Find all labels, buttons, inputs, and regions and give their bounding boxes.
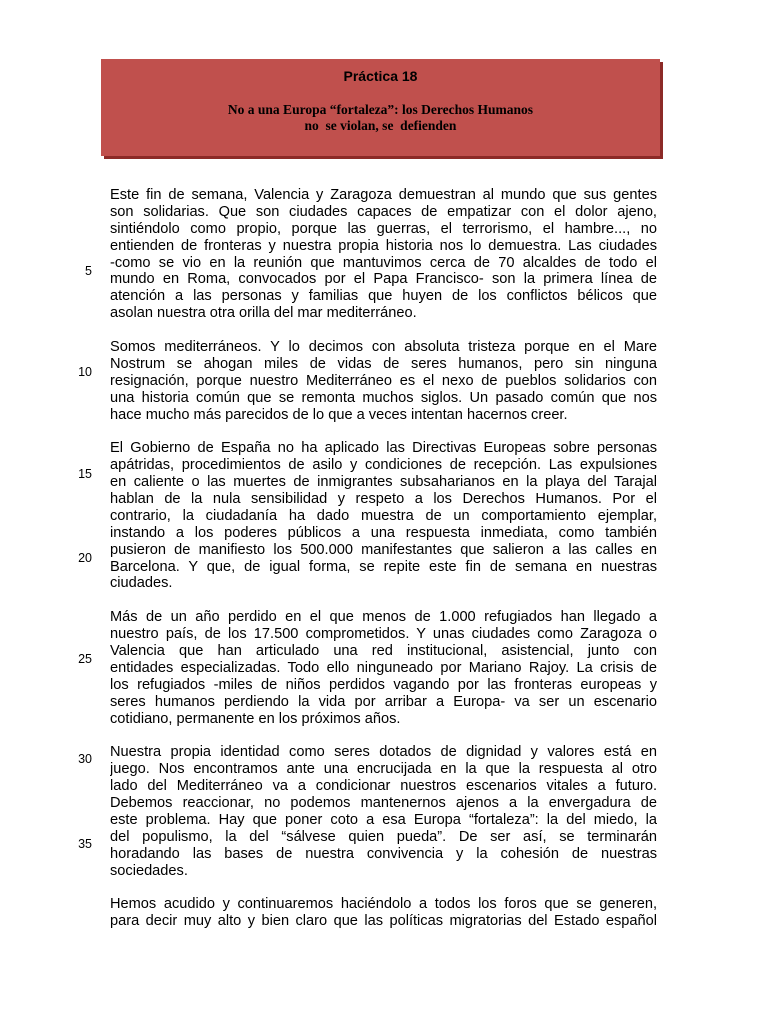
text-line: entidades especializadas. Todo ello ninguneado por Mariano Rajoy. La crisis de (110, 659, 657, 676)
text-line: El Gobierno de España no ha aplicado las Directivas Europeas sobre personas (110, 440, 657, 457)
article-body (110, 187, 657, 947)
text-line: juego. Nos encontramos ante una encrucijada en la que la respuesta al otro (110, 761, 657, 778)
text-line: cotidiano, permanente en los próximos años. (110, 710, 401, 727)
paragraph (110, 744, 657, 879)
line-number: 5 (85, 264, 92, 278)
text-line: entienden de fronteras y nuestra propia historia nos lo demuestra. Las ciudades (110, 237, 657, 254)
paragraph (110, 187, 657, 322)
text-line: Este fin de semana, Valencia y Zaragoza demuestran al mundo que sus gentes (110, 187, 657, 203)
text-line: Barcelona. Y que, de igual forma, se repite este fin de semana en nuestras (110, 558, 657, 575)
text-line: Más de un año perdido en el que menos de 1.000 refugiados han llegado a (110, 609, 657, 626)
text-line: Somos mediterráneos. Y lo decimos con absoluta tristeza porque en el Mare (110, 339, 657, 356)
text-line: los refugiados -miles de niños perdidos vagando por las fronteras europeas y (110, 676, 657, 693)
article-headline (101, 102, 660, 134)
practice-title: Práctica 18 (343, 68, 418, 84)
text-line: -como se vio en la reunión que mantuvimos cerca de 70 alcaldes de todo el (110, 254, 657, 271)
title-banner (101, 59, 660, 156)
text-line: asolan nuestra otra orilla del mar mediterráneo. (110, 305, 417, 322)
text-line: instando a los poderes públicos a una respuesta inmediata, como también (110, 524, 657, 541)
text-line: para decir muy alto y bien claro que las políticas migratorias del Estado español (110, 913, 657, 930)
text-line: Valencia que han articulado una red institucional, asistencial, junto con (110, 643, 657, 660)
text-line: pusieron de manifiesto los 500.000 manifestantes que salieron a las calles en (110, 541, 657, 558)
text-line: atención a las personas y familias que huyen de los conflictos bélicos que (110, 288, 657, 305)
text-line: Nuestra propia identidad como seres dotados de dignidad y valores está en (110, 744, 657, 761)
text-line: del populismo, la del “sálvese quien pueda”. De ser así, se terminarán (110, 828, 657, 845)
text-line: hace mucho más parecidos de lo que a veces intentan hacernos creer. (110, 406, 568, 423)
line-number: 35 (78, 837, 92, 851)
line-number: 10 (78, 365, 92, 379)
text-line: mundo en Roma, convocados por el Papa Francisco- son la primera línea de (110, 271, 657, 288)
text-line: hablan de la nula sensibilidad y respeto a los Derechos Humanos. Por el (110, 491, 657, 508)
paragraph (110, 896, 657, 930)
text-line: son solidarias. Que son ciudades capaces de empatizar con el dolor ajeno, (110, 203, 657, 220)
text-line: contrario, la ciudadanía ha dado muestra de un comportamiento ejemplar, (110, 507, 657, 524)
text-line: sintiéndolo como propio, porque las guerras, el terrorismo, el hambre..., no (110, 220, 657, 237)
paragraph (110, 609, 657, 727)
paragraph (110, 339, 657, 423)
line-number: 30 (78, 752, 92, 766)
text-line: en caliente o las muertes de inmigrantes subsaharianos en la playa del Tarajal (110, 474, 657, 491)
text-line: sociedades. (110, 862, 188, 879)
text-line: nuestro país, de los 17.500 comprometidos. Y unas ciudades como Zaragoza o (110, 626, 657, 643)
headline-line: No a una Europa “fortaleza”: los Derechos Humanos (227, 102, 534, 117)
line-number: 20 (78, 551, 92, 565)
text-line: ciudades. (110, 575, 173, 592)
line-number: 15 (78, 467, 92, 481)
text-line: horadando las bases de nuestra convivencia y la cohesión de nuestras (110, 845, 657, 862)
headline-line: no se violan, se defienden (304, 118, 457, 133)
text-line: lado del Mediterráneo va a condicionar nuestros escenarios vitales a futuro. (110, 778, 657, 795)
text-line: Nostrum se ahogan miles de vidas de seres humanos, pero sin ninguna (110, 355, 657, 372)
text-line: Hemos acudido y continuaremos haciéndolo a todos los foros que se generen, (110, 896, 657, 913)
line-number-margin (60, 0, 92, 1024)
line-number: 25 (78, 652, 92, 666)
text-line: Debemos reaccionar, no podemos mantenernos ajenos a la envergadura de (110, 795, 657, 812)
text-line: seres humanos perdiendo la vida por arribar a Europa- va ser un escenario (110, 693, 657, 710)
text-line: una historia común que se remonta muchos siglos. Un pasado común que nos (110, 389, 657, 406)
paragraph (110, 440, 657, 592)
text-line: resignación, porque nuestro Mediterráneo es el nexo de pueblos solidarios con (110, 372, 657, 389)
text-line: apátridas, procedimientos de asilo y condiciones de recepción. Las expulsiones (110, 457, 657, 474)
text-line: este problema. Hay que poner coto a esa Europa “fortaleza”: la del miedo, la (110, 811, 657, 828)
